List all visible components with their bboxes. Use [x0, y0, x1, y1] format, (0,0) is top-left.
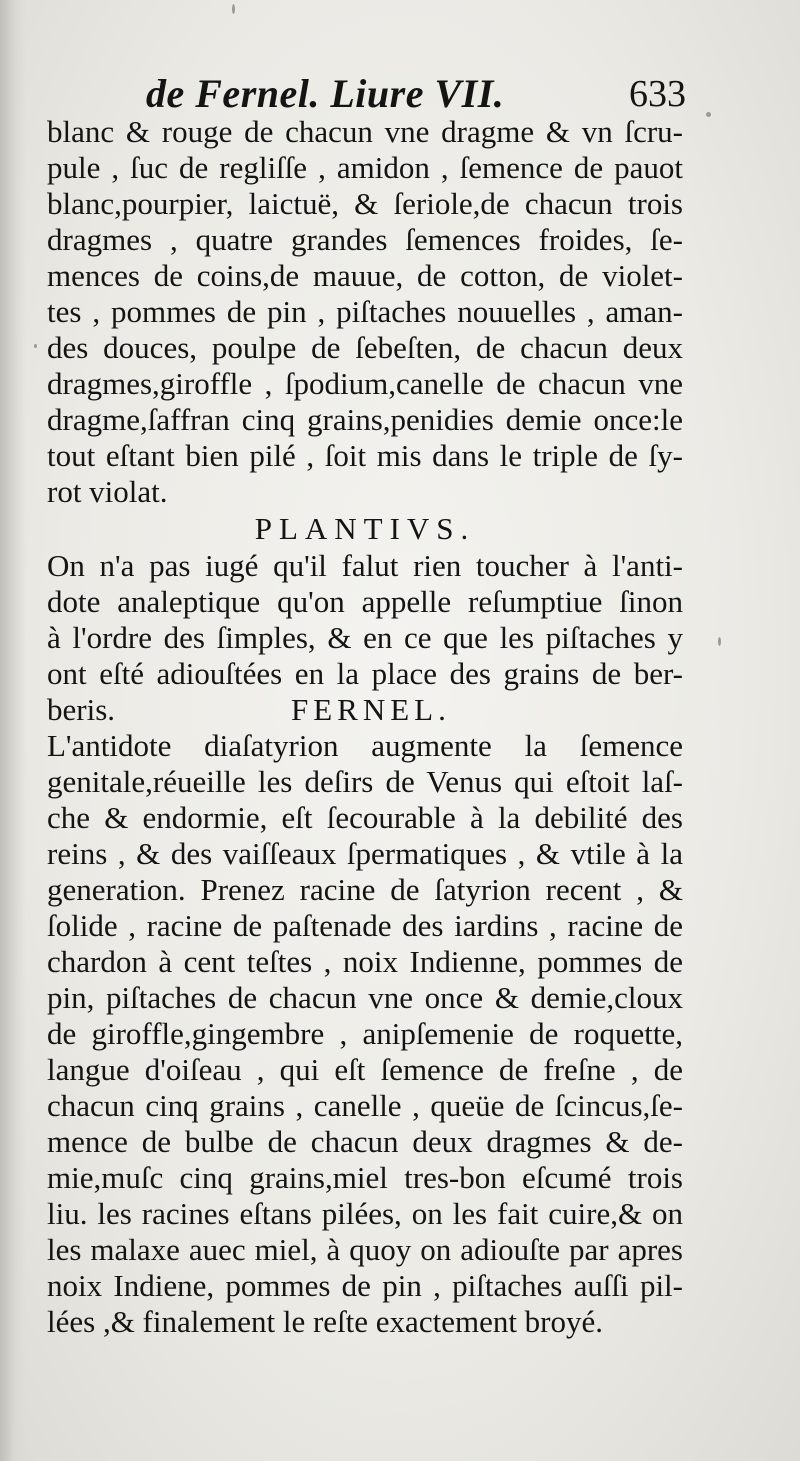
text-line: mence de bulbe de chacun deux dragmes & de-	[47, 1124, 683, 1159]
page-number: 633	[629, 73, 686, 115]
text-line: blanc,pourpier, laictuë, & ſeriole,de chacun trois	[47, 186, 683, 221]
section-heading-fernel: FERNEL.	[291, 692, 451, 727]
text-line: generation. Prenez racine de ſatyrion recent , &	[47, 872, 683, 907]
text-line: chardon à cent teſtes , noix Indienne, pommes de	[47, 944, 683, 979]
text-line: dragme,ſaffran cinq grains,penidies demie once:le	[47, 402, 683, 437]
text-line: langue d'oiſeau , qui eſt ſemence de freſne , de	[47, 1052, 683, 1087]
page-gutter-shadow	[0, 0, 26, 1461]
section-heading-plantius: PLANTIVS.	[254, 511, 476, 546]
page-header	[146, 70, 686, 120]
text-line: ſolide , racine de paſtenade des iardins , racine de	[47, 908, 683, 943]
text-line: des douces, poulpe de ſebeſten, de chacun deux	[47, 330, 683, 365]
text-line: pin, piſtaches de chacun vne once & demie,cloux	[47, 980, 683, 1015]
text-line: mences de coins,de mauue, de cotton, de violet-	[47, 258, 683, 293]
text-line: lées ,& finalement le reſte exactement broyé.	[47, 1304, 604, 1339]
text-line: dote analeptique qu'on appelle reſumptiue ſinon	[47, 584, 683, 619]
text-line: genitale,réueille les deſirs de Venus qui eſtoit laſ-	[47, 764, 683, 799]
running-head: de Fernel. Liure VII.	[146, 71, 505, 116]
text-line: noix Indiene, pommes de pin , piſtaches auſſi pil-	[47, 1268, 683, 1303]
text-line-with-heading	[47, 692, 683, 728]
text-line-end: beris.	[47, 692, 116, 727]
text-line: ont eſté adiouſtées en la place des grains de ber-	[47, 656, 683, 691]
text-line: chacun cinq grains , canelle , queüe de ſcincus,ſe-	[47, 1088, 683, 1123]
text-line: On n'a pas iugé qu'il falut rien toucher à l'anti-	[47, 548, 683, 583]
text-line: reins , & des vaiſſeaux ſpermatiques , & vtile à la	[47, 836, 683, 871]
text-line: à l'ordre des ſimples, & en ce que les piſtaches y	[47, 620, 683, 655]
text-line: les malaxe auec miel, à quoy on adiouſte par apres	[47, 1232, 683, 1267]
text-line: mie,muſc cinq grains,miel tres-bon eſcumé trois	[47, 1160, 683, 1195]
text-line: de giroffle,gingembre , anipſemenie de roquette,	[47, 1016, 683, 1051]
text-line: che & endormie, eſt ſecourable à la debilité des	[47, 800, 683, 835]
text-line: tout eſtant bien pilé , ſoit mis dans le triple de ſy-	[47, 438, 683, 473]
text-line: dragmes,giroffle , ſpodium,canelle de chacun vne	[47, 366, 683, 401]
text-line: blanc & rouge de chacun vne dragme & vn ſcru-	[47, 114, 683, 149]
text-line: rot violat.	[47, 474, 168, 509]
text-line: L'antidote diaſatyrion augmente la ſemence	[47, 728, 683, 763]
text-line: tes , pommes de pin , piſtaches nouuelles , aman-	[47, 294, 683, 329]
text-line: liu. les racines eſtans pilées, on les fait cuire,& on	[47, 1196, 683, 1231]
text-line: pule , ſuc de regliſſe , amidon , ſemence de pauot	[47, 150, 683, 185]
text-line: dragmes , quatre grandes ſemences froides, ſe-	[47, 222, 683, 257]
